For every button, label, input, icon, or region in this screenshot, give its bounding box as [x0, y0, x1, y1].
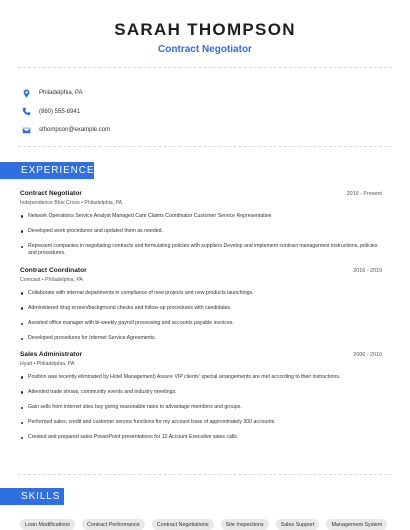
job-title: Sales Administrator — [20, 351, 83, 358]
job-bullet: Created and prepared sales PowerPoint presentations for 12 Account Executive sales calls. — [20, 434, 382, 441]
job-bullet: Represent companies in negotiating contracts and formulating policies with suppliers Develop and implement contract management instructions, policies and procedures. — [20, 243, 382, 258]
job-bullets — [20, 213, 382, 258]
skill-tag: Management System — [326, 519, 387, 530]
contact-location-text: Philadelphia, PA — [39, 90, 83, 96]
skills-list — [20, 519, 387, 530]
job-bullet: Performed sales, credit and customer service functions for my account base of approximately 300 accounts. — [20, 419, 382, 426]
job-entry — [20, 190, 382, 266]
job-bullets — [20, 290, 382, 343]
job-entry — [20, 351, 382, 449]
job-title: Contract Coordinator — [20, 267, 87, 274]
experience-heading: EXPERIENCE — [0, 162, 94, 179]
resume-header — [0, 0, 410, 55]
job-dates: 2006 - 2010 — [353, 352, 382, 358]
contact-phone-text: (860) 555-8941 — [39, 108, 81, 115]
skill-tag: Contract Negotiations — [152, 519, 214, 530]
job-bullets — [20, 374, 382, 442]
job-entry — [20, 267, 382, 350]
job-bullet: Attended trade shows, community events and industry meetings. — [20, 389, 382, 396]
job-bullet: Collaborate with internal departments in compliance of new projects and new products launchings. — [20, 290, 382, 297]
contact-email — [22, 121, 110, 139]
job-org: Hyatt • Philadelphia, PA — [20, 361, 75, 367]
job-bullet: Gain sells from internet sites buy giving reasonable rates to advantage members and groups. — [20, 404, 382, 411]
email-icon — [22, 126, 31, 135]
skill-tag: Contract Performance — [82, 519, 145, 530]
skill-tag: Loan Modifications — [20, 519, 75, 530]
candidate-role: Contract Negotiator — [158, 44, 252, 55]
contact-list — [22, 84, 110, 140]
job-bullet: Position was recently eliminated by Hotel Management) Assure VIP clients' special arrangements are met according to their instructions. — [20, 374, 382, 381]
job-bullet: Network Operations Service Analyst Managed Care Claims Coordinator Customer Service Representative — [20, 213, 382, 220]
skills-heading: SKILLS — [0, 488, 64, 505]
job-dates: 2019 - Present — [346, 191, 382, 197]
skill-tag: Sales Support — [276, 519, 320, 530]
phone-icon — [22, 107, 31, 116]
job-bullet: Administered drug screen/background checks and follow-up procedures with candidates. — [20, 305, 382, 312]
job-bullet: Assisted office manager with bi-weekly payroll processing and accounts payable invoices. — [20, 320, 382, 327]
contact-email-text: sthompson@example.com — [39, 127, 111, 133]
job-org: Independence Blue Cross • Philadelphia, PA — [20, 200, 123, 206]
contact-phone — [22, 103, 110, 121]
job-org: Comcast • Philadelphia, PA — [20, 277, 83, 283]
job-bullet: Developed work procedures and updated them as needed. — [20, 228, 382, 235]
job-title: Contract Negotiator — [20, 190, 82, 197]
job-bullet: Developed procedures for Internet Service Agreements. — [20, 335, 382, 342]
contact-divider — [18, 146, 392, 147]
skill-tag: Site Inspections — [221, 519, 269, 530]
location-pin-icon — [22, 89, 31, 98]
header-divider — [18, 67, 392, 68]
contact-location — [22, 84, 110, 102]
experience-divider — [18, 474, 392, 475]
candidate-name: SARAH THOMPSON — [114, 20, 296, 39]
job-dates: 2016 - 2019 — [353, 268, 382, 274]
